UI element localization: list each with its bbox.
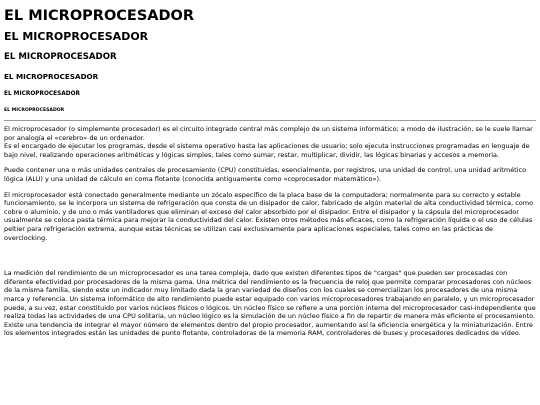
heading-level-4: EL MICROPROCESADOR (4, 72, 99, 81)
heading-level-6: EL MICROPROCESADOR (4, 108, 65, 113)
paragraph-cooling: El microprocesador está conectado generalmente mediante un zócalo específico de la placa base de la computadora; normalmente para su correcto y estable funcionamiento, se le incorpora un sistema de refrigeración que consta de un disipador de calor, fabricado de algún material de alta conductividad térmica, como cobre o aluminio, y de uno o más ventiladores que eliminan el exceso del calor absorbido por el disipador. Entre el disipador y la cápsula del microprocesador usualmente se coloca pasta térmica para mejorar la conductividad del calor. Existen otros métodos más eficaces, como la refrigeración líquida o el uso de células peltier para refrigeración extrema, aunque estas técnicas se utilizan casi exclusivamente para aplicaciones especiales, tales como en las prácticas de overclocking. (4, 190, 534, 242)
paragraph-performance: La medición del rendimiento de un microprocesador es una tarea compleja, dado que existen diferentes tipos de "cargas" que pueden ser procesadas con diferente efectividad por procesadores de la misma gama. Una métrica del rendimiento es la frecuencia de reloj que permite comparar procesadores con núcleos de la misma familia, siendo este un indicador muy limitado dada la gran variedad de diseños con los cuales se comercializan los procesadores de una misma marca y referencia. Un sistema informático de alto rendimiento puede estar equipado con varios microprocesadores trabajando en paralelo, y un microprocesador puede, a su vez, estar constituido por varios núcleos físicos o lógicos. Un núcleo físico se refiere a una porción interna del microprocesador casi-independiente que realiza todas las actividades de una CPU solitaria, un núcleo lógico es la simulación de un núcleo físico a fin de repartir de manera más eficiente el procesamiento. Existe una tendencia de integrar el mayor número de elementos dentro del propio procesador, aumentando así la eficiencia energética y la miniaturización. Entre los elementos integrados están las unidades de punto flotante, controladoras de la memoria RAM, controladores de buses y procesadores dedicados de vídeo. (4, 269, 536, 338)
heading-level-5: EL MICROPROCESADOR (4, 91, 80, 97)
heading-level-1: EL MICROPROCESADOR (4, 8, 195, 24)
paragraph-components: Puede contener una o más unidades centrales de procesamiento (CPU) constituidas, esencialmente, por registros, una unidad de control, una unidad aritmético lógica (ALU) y una unidad de cálculo en coma flotante (conocida antiguamente como «coprocesador matemático»). (4, 166, 527, 183)
heading-level-3: EL MICROPROCESADOR (4, 52, 117, 62)
heading-level-2: EL MICROPROCESADOR (4, 30, 149, 43)
paragraph-intro: El microprocesador (o simplemente procesador) es el circuito integrado central más complejo de un sistema informático; a modo de ilustración, se le suele llamar por analogía el «cerebro» de un ordenador. (4, 125, 533, 142)
paragraph-function: Es el encargado de ejecutar los programas, desde el sistema operativo hasta las aplicaciones de usuario; solo ejecuta instrucciones programadas en lenguaje de bajo nivel, realizando operaciones aritméticas y lógicas simples, tales como sumar, restar, multiplicar, dividir, las lógicas binarias y accesos a memoria. (4, 142, 530, 159)
horizontal-divider (4, 120, 536, 121)
